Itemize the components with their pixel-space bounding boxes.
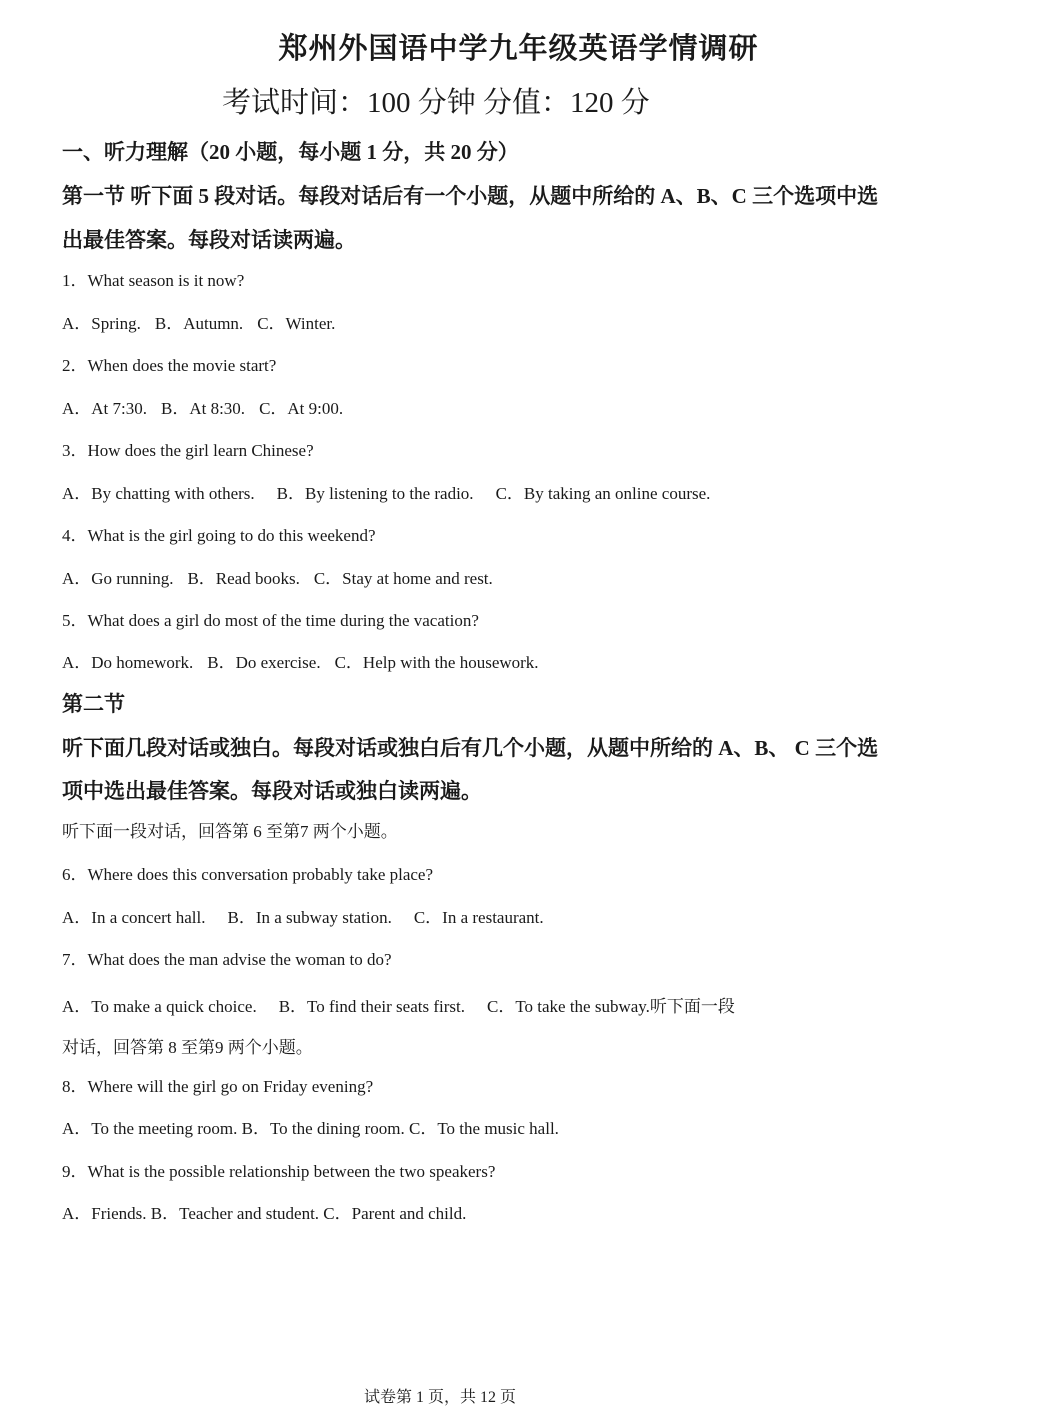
option-a: A．To make a quick choice. [62, 997, 257, 1016]
option-c: C．Help with the housework. [334, 653, 539, 672]
option-a: A．Do homework. [62, 653, 194, 672]
section1-instruction-line1: 第一节 听下面 5 段对话。每段对话后有一个小题，从题中所给的 A、B、C 三个选项中选 [62, 184, 879, 208]
page-title: 郑州外国语中学九年级英语学情调研 [278, 33, 759, 65]
question-9: 9．What is the possible relationship between the two speakers? [62, 1162, 496, 1181]
exam-info: 考试时间：100 分钟 分值：120 分 [222, 87, 650, 119]
question-5: 5．What does a girl do most of the time during the vacation? [62, 611, 479, 630]
option-a: A．At 7:30. [62, 399, 147, 418]
section2-instruction-line2: 项中选出最佳答案。每段对话或独白读两遍。 [62, 779, 482, 803]
option-c: C．In a restaurant. [413, 908, 544, 927]
options-7 [62, 992, 735, 1017]
question-2: 2．When does the movie start? [62, 356, 277, 375]
option-b: B．At 8:30. [161, 399, 246, 418]
dialogue-note-2: 对话，回答第 8 至第9 两个小题。 [62, 1038, 313, 1057]
options-9: A．Friends. B．Teacher and student. C．Parent and child. [62, 1204, 467, 1223]
options-1 [62, 309, 335, 334]
option-a: A．Spring. [62, 314, 141, 333]
question-3: 3．How does the girl learn Chinese? [62, 441, 314, 460]
options-6 [62, 903, 544, 928]
question-7: 7．What does the man advise the woman to do? [62, 950, 392, 969]
options-8: A．To the meeting room. B．To the dining room. C．To the music hall. [62, 1119, 559, 1138]
options-5 [62, 648, 539, 673]
option-b: B．Read books. [187, 569, 300, 588]
option-a: A．Go running. [62, 569, 174, 588]
option-b: B．In a subway station. [227, 908, 392, 927]
part-heading: 一、听力理解（20 小题，每小题 1 分，共 20 分） [62, 140, 519, 164]
question-8: 8．Where will the girl go on Friday evening? [62, 1077, 374, 1096]
option-a: A．By chatting with others. [62, 484, 255, 503]
question-1: 1．What season is it now? [62, 271, 245, 290]
question-6: 6．Where does this conversation probably take place? [62, 865, 434, 884]
option-b: B．Autumn. [154, 314, 244, 333]
page-number: 试卷第 1 页，共 12 页 [363, 1389, 516, 1406]
option-c: C．To take the subway.听下面一段 [486, 997, 735, 1016]
section2-instruction-line1: 听下面几段对话或独白。每段对话或独白后有几个小题，从题中所给的 A、B、 C 三个选 [62, 736, 879, 760]
section2-label: 第二节 [62, 692, 125, 716]
question-4: 4．What is the girl going to do this weekend? [62, 526, 376, 545]
options-4 [62, 564, 493, 589]
option-a: A．In a concert hall. [62, 908, 206, 927]
option-b: B．By listening to the radio. [276, 484, 474, 503]
options-3 [62, 479, 710, 504]
option-b: B．To find their seats first. [278, 997, 465, 1016]
option-b: B．Do exercise. [207, 653, 321, 672]
option-c: C．Stay at home and rest. [313, 569, 493, 588]
option-c: C．At 9:00. [259, 399, 344, 418]
option-c: C．By taking an online course. [495, 484, 711, 503]
options-2 [62, 394, 343, 419]
dialogue-note-1: 听下面一段对话，回答第 6 至第7 两个小题。 [62, 822, 398, 841]
option-c: C．Winter. [257, 314, 336, 333]
section1-instruction-line2: 出最佳答案。每段对话读两遍。 [62, 228, 356, 252]
